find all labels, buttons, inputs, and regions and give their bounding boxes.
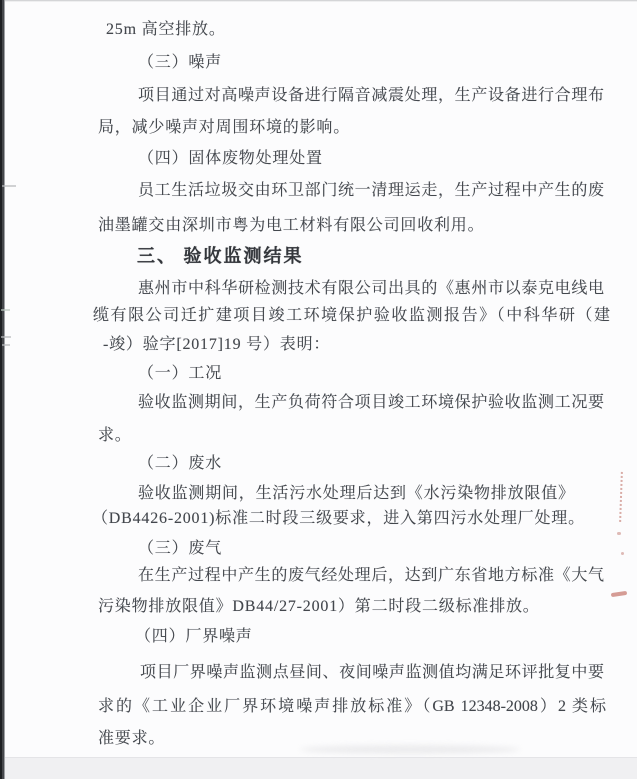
red-pen-speck	[617, 532, 621, 535]
red-pen-mark	[619, 472, 627, 522]
red-pen-speck	[621, 552, 624, 555]
section-heading-waste-gas: （三）废气	[138, 540, 223, 557]
section-heading-working-condition: （一）工况	[138, 365, 223, 382]
para-boundary-noise-line-1: 项目厂界噪声监测点昼间、夜间噪声监测值均满足环评批复中要	[140, 664, 604, 681]
para-noise-line-1: 项目通过对高噪声设备进行隔音减震处理，生产设备进行合理布	[138, 87, 604, 104]
scan-bottom-edge	[5, 757, 637, 779]
para-solid-waste-line-1: 员工生活垃圾交由环卫部门统一清理运走，生产过程中产生的废	[138, 182, 604, 199]
para-waste-gas-line-2: 污染物排放限值》DB44/27-2001）第二时段二级标准排放。	[98, 598, 540, 615]
scan-speck	[2, 344, 10, 346]
section-heading-wastewater: （二）废水	[138, 455, 223, 472]
scan-smudge	[300, 745, 520, 754]
para-report-intro-line-2: 缆有限公司迁扩建项目竣工环境保护验收监测报告》（中科华研（建	[93, 307, 610, 324]
section-heading-boundary-noise: （四）厂界噪声	[135, 628, 253, 645]
scan-edge-top	[5, 0, 637, 2]
red-pen-dash	[611, 591, 627, 597]
body-line-stack-emission: 25m 高空排放。	[106, 21, 226, 38]
scan-edge-left	[0, 0, 5, 779]
chapter-heading-acceptance-monitoring-results: 三、 验收监测结果	[137, 246, 304, 266]
para-wastewater-line-1: 验收监测期间，生活污水处理后达到《水污染物排放限值》	[138, 485, 575, 502]
para-solid-waste-line-2: 油墨罐交由深圳市粤为电工材料有限公司回收利用。	[98, 217, 485, 234]
para-report-intro-line-1: 惠州市中科华研检测技术有限公司出具的《惠州市以泰克电线电	[138, 280, 604, 297]
para-boundary-noise-line-2: 求的《工业企业厂界环境噪声排放标准》（GB 12348-2008）2 类标	[98, 698, 606, 715]
para-working-condition-line-2: 求。	[98, 427, 132, 444]
scan-speck	[1, 336, 11, 338]
para-working-condition-line-1: 验收监测期间，生产负荷符合项目竣工环境保护验收监测工况要	[138, 394, 604, 411]
scan-speck	[2, 185, 16, 187]
para-report-intro-line-3: -竣）验字[2017]19 号）表明：	[103, 336, 331, 353]
para-noise-line-2: 局，减少噪声对周围环境的影响。	[98, 119, 351, 136]
para-wastewater-line-2: （DB4426-2001)标准二时段三级要求，进入第四污水处理厂处理。	[92, 510, 585, 527]
para-boundary-noise-line-3: 准要求。	[98, 730, 166, 747]
scan-speck	[1, 309, 10, 311]
section-heading-noise: （三）噪声	[138, 54, 223, 71]
section-heading-solid-waste: （四）固体废物处理处置	[138, 150, 323, 167]
para-waste-gas-line-1: 在生产过程中产生的废气经处理后，达到广东省地方标准《大气	[138, 567, 604, 584]
